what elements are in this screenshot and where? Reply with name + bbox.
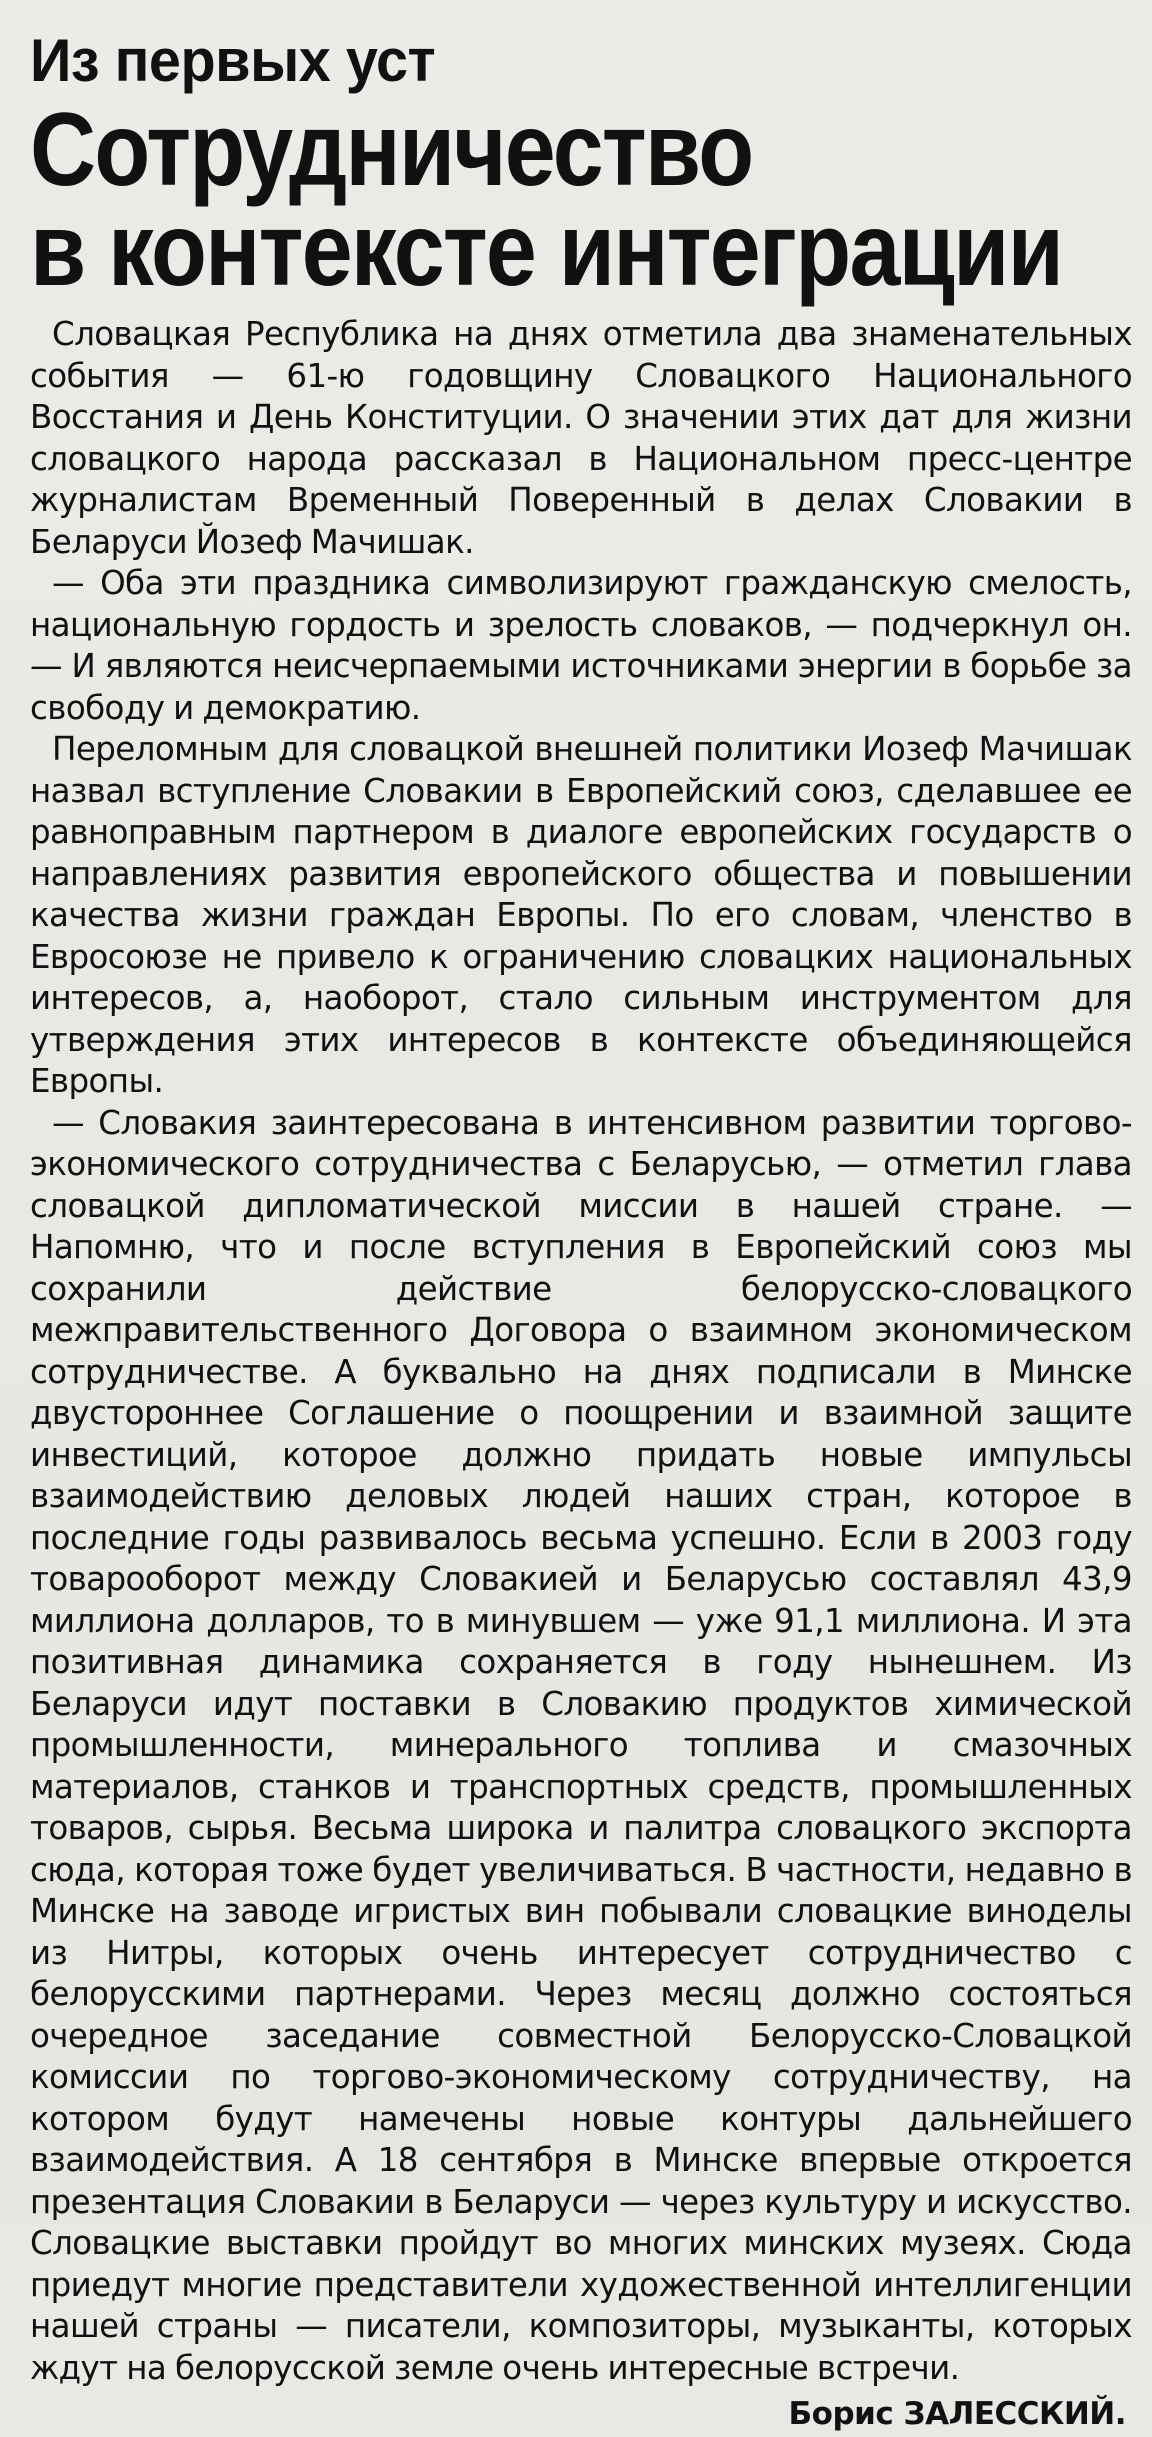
author-signature: Борис ЗАЛЕССКИЙ.: [788, 2396, 1126, 2432]
paragraph: Словацкая Республика на днях отметила два знаменательных события — 61-ю годовщину Словацкого Национального Восстания и День Конституции. О значении этих дат для жизни словацкого народа рассказал в Национальном пресс-центре журналистам Временный Поверенный в делах Словакии в Беларуси Йозеф Мачишак.: [30, 315, 1132, 561]
paragraph: Переломным для словацкой внешней политики Иозеф Мачишак назвал вступление Словакии в Европейский союз, сделавшее ее равноправным партнером в диалоге европейских государств о направлениях развития европейского общества и повышении качества жизни граждан Европы. По его словам, членство в Евросоюзе не привело к ограничению словацких национальных интересов, а, наоборот, стало сильным инструментом для утверждения этих интересов в контексте объединяющейся Европы.: [30, 730, 1132, 1100]
headline-line-2: в контексте интеграции: [30, 192, 1063, 308]
headline-line-1: Сотрудничество: [30, 92, 753, 208]
rubric-label: Из первых уст: [30, 27, 436, 94]
paragraph: — Оба эти праздника символизируют гражданскую смелость, национальную гордость и зрелость словаков, — подчеркнул он. — И являются неисчерпаемыми источниками энергии в борьбе за свободу и демократию.: [30, 564, 1132, 727]
paragraph: — Словакия заинтересована в интенсивном развитии торгово-экономического сотрудничества с Беларусью, — отметил глава словацкой дипломатической миссии в нашей стране. — Напомню, что и после вступления в Европейский союз мы сохранили действие белорусско-словацкого межправительственного Договора о взаимном экономическом сотрудничестве. А буквально на днях подписали в Минске двустороннее Соглашение о поощрении и взаимной защите инвестиций, которое должно придать новые импульсы взаимодействию деловых людей наших стран, которое в последние годы развивалось весьма успешно. Если в 2003 году товарооборот между Словакией и Беларусью составлял 43,9 миллиона долларов, то в минувшем — уже 91,1 миллиона. И эта позитивная динамика сохраняется в году нынешнем. Из Беларуси идут поставки в Словакию продуктов химической промышленности, минерального топлива и смазочных материалов, станков и транспортных средств, промышленных товаров, сырья. Весьма широка и палитра словацкого экспорта сюда, которая тоже будет увеличиваться. В частности, недавно в Минске на заводе игристых вин побывали словацкие виноделы из Нитры, которых очень интересует сотрудничество с белорусскими партнерами. Через месяц должно состояться очередное заседание совместной Белорусско-Словацкой комиссии по торгово-экономическому сотрудничеству, на котором будут намечены новые контуры дальнейшего взаимодействия. А 18 сентября в Минске впервые откроется презентация Словакии в Беларуси — через культуру и искусство. Словацкие выставки пройдут во многих минских музеях. Сюда приедут многие представители художественной интеллигенции нашей страны — писатели, композиторы, музыканты, которых ждут на белорусской земле очень интересные встречи.: [30, 1103, 1132, 2387]
article-headline: [30, 92, 1063, 308]
article-body: [30, 314, 1132, 2389]
